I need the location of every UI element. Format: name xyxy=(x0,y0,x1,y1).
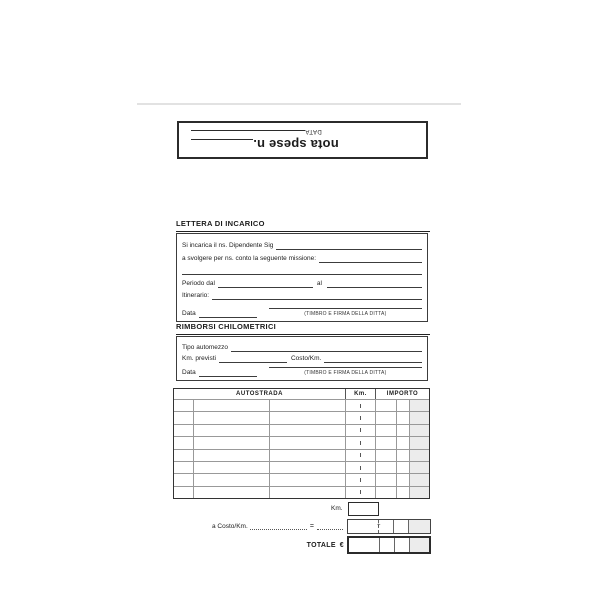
importo-cell xyxy=(397,411,410,423)
section-title-rimborsi: RIMBORSI CHILOMETRICI xyxy=(176,322,430,335)
importo-cell xyxy=(376,436,397,448)
decimal-tick xyxy=(360,490,361,494)
periodo-al-line xyxy=(327,286,422,288)
autostrada-cell xyxy=(270,473,346,485)
importo-cell xyxy=(376,424,397,436)
tipo-automezzo-label: Tipo automezzo xyxy=(182,344,229,352)
autostrada-cell xyxy=(194,473,270,485)
importo-cell xyxy=(410,449,429,461)
decimal-tick xyxy=(360,441,361,445)
km-cell xyxy=(346,473,376,485)
stub-box xyxy=(177,121,428,159)
km-total-label: Km. xyxy=(331,505,343,512)
header-km: Km. xyxy=(346,389,376,399)
stub-date-label: DATA xyxy=(305,128,322,134)
autostrada-cell xyxy=(174,436,194,448)
importo-cell xyxy=(397,449,410,461)
missione-fill-line xyxy=(319,261,422,263)
autostrada-cell xyxy=(270,436,346,448)
decimal-tick xyxy=(360,404,361,408)
importo-cell xyxy=(397,436,410,448)
rimborsi-box xyxy=(176,336,428,381)
totale-cell xyxy=(380,538,395,552)
stub-rotated-content xyxy=(179,123,426,157)
km-cell xyxy=(346,449,376,461)
totale-cell xyxy=(349,538,380,552)
data-label: Data xyxy=(182,309,196,317)
totale-row xyxy=(250,537,431,553)
itinerario-fill-line xyxy=(212,298,422,300)
importo-cell xyxy=(397,473,410,485)
importo-cell xyxy=(410,436,429,448)
a-costo-km-label: a Costo/Km. xyxy=(212,522,248,530)
incarico-row-data-firma xyxy=(182,302,422,318)
autostrada-cell xyxy=(174,473,194,485)
costo-km-label: Costo/Km. xyxy=(290,354,322,362)
importo-cell xyxy=(410,399,429,411)
autostrada-cell xyxy=(270,486,346,498)
totale-label xyxy=(307,542,344,549)
periodo-dal-line xyxy=(218,286,313,288)
autostrada-cell xyxy=(194,399,270,411)
totale-text: TOTALE xyxy=(306,541,336,549)
autostrada-cell xyxy=(174,449,194,461)
header-importo: IMPORTO xyxy=(386,391,419,397)
importo-cell xyxy=(397,424,410,436)
signature-line xyxy=(269,307,422,309)
incarico-row-extra-line xyxy=(182,264,422,275)
totale-amount-box xyxy=(347,536,431,554)
equals-sign: = xyxy=(309,522,314,530)
missione-label: a svolgere per ns. conto la seguente missione: xyxy=(182,254,317,262)
autostrada-cell xyxy=(194,461,270,473)
rimborsi-row-tipo xyxy=(182,342,422,352)
decimal-tick xyxy=(360,416,361,420)
autostrada-cell xyxy=(194,411,270,423)
data-label-2: Data xyxy=(182,369,196,376)
totale-cell-shaded xyxy=(410,538,429,552)
km-cell xyxy=(346,424,376,436)
decimal-tick xyxy=(360,453,361,457)
km-cell xyxy=(346,461,376,473)
autostrada-cell xyxy=(270,449,346,461)
importo-cell xyxy=(397,486,410,498)
signature-area-2 xyxy=(269,366,422,377)
autostrada-cell xyxy=(270,461,346,473)
signature-area xyxy=(269,307,422,318)
stub-title: nota spese n. xyxy=(253,137,339,152)
incarico-box xyxy=(176,233,428,322)
incarico-row-dipendente xyxy=(182,239,422,250)
amount-cell xyxy=(394,520,409,533)
result-dotted-line xyxy=(317,528,343,530)
signature-caption: (TIMBRO E FIRMA DELLA DITTA) xyxy=(304,310,387,317)
extra-fill-line xyxy=(182,273,422,275)
incarico-row-itinerario xyxy=(182,289,422,300)
itinerario-label: Itinerario: xyxy=(182,292,210,300)
rimborsi-row-km xyxy=(182,352,422,362)
euro-symbol: € xyxy=(339,541,344,549)
autostrada-cell xyxy=(194,486,270,498)
amount-cell xyxy=(376,520,394,533)
costo-km-total-row xyxy=(212,519,431,533)
data-fill-line xyxy=(199,316,257,318)
km-cell xyxy=(346,399,376,411)
incarico-row-periodo xyxy=(182,277,422,288)
importo-cell xyxy=(376,399,397,411)
totale-cell xyxy=(395,538,410,552)
importo-cell xyxy=(397,399,410,411)
signature-line-2 xyxy=(269,366,422,368)
autostrada-cell xyxy=(174,411,194,423)
incarico-row-missione xyxy=(182,252,422,263)
importo-cell xyxy=(410,461,429,473)
amount-cell xyxy=(348,520,379,533)
autostrada-cell xyxy=(194,424,270,436)
autostrada-cell xyxy=(270,411,346,423)
autostrada-cell xyxy=(194,449,270,461)
al-label: al xyxy=(316,279,322,287)
costo-km-dotted-line xyxy=(250,528,307,530)
km-cell xyxy=(346,411,376,423)
km-cell xyxy=(346,436,376,448)
autostrada-cell xyxy=(270,399,346,411)
rimborsi-row-data-firma xyxy=(182,363,422,377)
autostrada-cell xyxy=(194,436,270,448)
header-autostrada: AUTOSTRADA xyxy=(174,389,346,399)
importo-cell xyxy=(410,424,429,436)
amount-cell-shaded xyxy=(409,520,430,533)
km-cell xyxy=(346,486,376,498)
section-title-incarico: LETTERA DI INCARICO xyxy=(176,219,430,232)
decimal-tick xyxy=(360,428,361,432)
importo-cell xyxy=(376,449,397,461)
decimal-tick xyxy=(360,466,361,470)
autostrada-cell xyxy=(270,424,346,436)
importo-cell xyxy=(376,411,397,423)
autostrada-cell xyxy=(174,424,194,436)
importo-cell xyxy=(376,486,397,498)
autostrada-cell xyxy=(174,486,194,498)
importo-cell xyxy=(410,473,429,485)
dipendente-label: Si incarica il ns. Dipendente Sig xyxy=(182,242,274,249)
dipendente-fill-line xyxy=(276,248,422,250)
importo-cell xyxy=(410,486,429,498)
expense-table xyxy=(173,388,430,499)
autostrada-cell xyxy=(174,461,194,473)
periodo-label: Periodo dal xyxy=(182,279,215,287)
signature-caption-2: (TIMBRO E FIRMA DELLA DITTA) xyxy=(304,370,387,376)
decimal-tick xyxy=(360,478,361,482)
autostrada-cell xyxy=(174,399,194,411)
costo-km-amount-box xyxy=(347,519,431,534)
stub-number-line xyxy=(191,139,253,140)
data-fill-line-2 xyxy=(199,375,257,377)
km-previsti-label: Km. previsti xyxy=(182,354,216,362)
importo-cell xyxy=(397,461,410,473)
importo-cell xyxy=(376,473,397,485)
km-total-box xyxy=(348,502,379,516)
perforation-line xyxy=(137,103,461,105)
plus-mark: + xyxy=(376,522,381,529)
importo-cell xyxy=(410,411,429,423)
stub-date-line xyxy=(191,130,305,131)
importo-cell xyxy=(376,461,397,473)
